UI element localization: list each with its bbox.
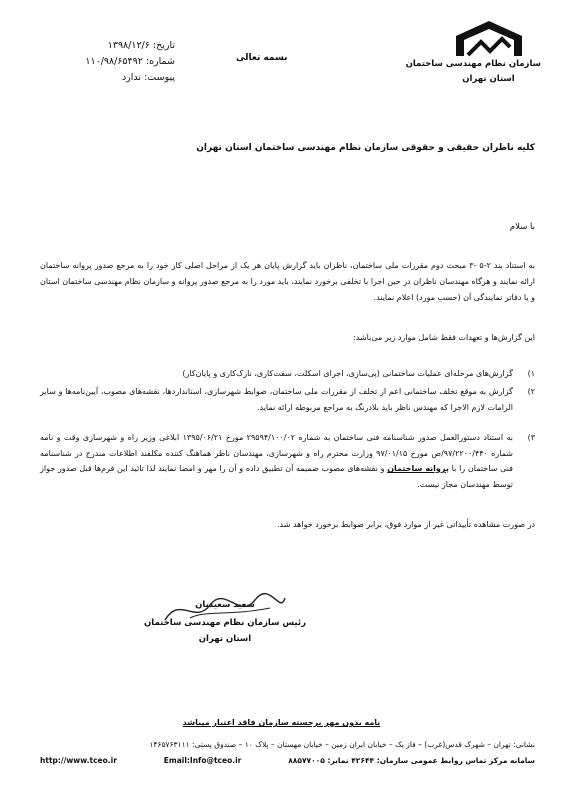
attachment-label: پیوست: bbox=[144, 72, 175, 83]
footer bbox=[0, 718, 563, 765]
signatory-branch: استان تهران bbox=[198, 634, 252, 644]
number-row bbox=[45, 54, 175, 70]
footer-phones: سامانه مرکز تماس روابط عمومی سازمان: ۴۲۶۴۴ نمابر: ۸۸۵۷۷۰۰۵ bbox=[288, 756, 535, 765]
signatory-name: سعید سعیدیان bbox=[195, 600, 255, 610]
addressee: کلیه ناظران حقیقی و حقوقی سازمان نظام مهندسی ساختمان استان تهران bbox=[196, 143, 535, 153]
footer-address: نشانی: تهران – شهرک قدس(غرب) – فاز یک – خیابان ایران زمین – خیابان مهستان – پلاک ۱۰ – صندوق پستی: ۱۴۶۵۷۶۳۱۱۱ bbox=[149, 740, 535, 749]
list-item-number: ۳) bbox=[527, 433, 535, 442]
list-item-number: ۱) bbox=[527, 369, 535, 378]
list-item-text bbox=[40, 430, 513, 492]
list-item-text-after: و نقشه‌های مصوب ضمیمه آن تطبیق داده و آن را مهر و امضا نمایند لذا تائید این فرم‌ها قبل صدور جواز توسط مهندسان مجاز نیست. bbox=[40, 464, 513, 489]
building-logo-icon bbox=[450, 18, 528, 58]
list-item-number: ۲) bbox=[527, 387, 535, 396]
signature-block bbox=[140, 590, 310, 644]
org-name: سازمان نظام مهندسی ساختمان bbox=[405, 59, 541, 69]
attachment-value: ندارد bbox=[121, 72, 142, 83]
date-label: تاریخ: bbox=[152, 40, 175, 51]
list-item bbox=[40, 430, 535, 492]
footer-contacts bbox=[40, 756, 535, 765]
list-item bbox=[40, 384, 535, 415]
greeting: با سلام bbox=[509, 222, 535, 232]
org-branch: استان تهران bbox=[462, 74, 515, 84]
closing-note: در صورت مشاهده تأییداتی غیر از موارد فوق، برابر ضوابط برخورد خواهد شد. bbox=[276, 520, 535, 529]
list-intro: این گزارش‌ها و تعهدات فقط شامل موارد زیر می‌باشد: bbox=[353, 333, 535, 342]
list-item-text-before: به استناد دستورالعمل صدور شناسنامه فنی ساختمان به شماره ۲۹۵۹۴/۱۰۰/۰۲ مورخ ۱۳۹۵/۰۶/۲۱ ابلاغی وزیر راه و شهرسازی وقت و نامه شماره ۹۷/۲۲۰۰/۴۴۰/ص مورخ ۹۷/۰۱/۱۵ وزارت محترم راه و شهرسازی، مهندسان ناظر هماهنگ کننده مکلفند اطلاعات مندرج در شناسنامه فنی ساختمان را با bbox=[40, 433, 514, 473]
basmala: بسمه تعالی bbox=[236, 53, 288, 63]
letter-body: به استناد بند ۲-۵ -۳ مبحث دوم مقررات ملی ساختمان، ناظران باید گزارش پایان هر یک از مراحل اصلی کار خود را به مرجع صدور پروانه ساختمان ارائه نمایند و هرگاه مهندسان ناظران در حین اجرا با تخلفی برخورد نمایند، باید مورد را به مرجع صدور پروانه و سازمان نظام مهندسی ساختمان استان و یا دفاتر نمایندگی آن (حسب مورد) اعلام نمایند. bbox=[40, 261, 536, 302]
list-item bbox=[40, 366, 535, 382]
footer-email[interactable]: Email:Info@tceo.ir bbox=[163, 756, 242, 765]
attachment-row bbox=[45, 70, 175, 86]
signatory-title: رئیس سازمان نظام مهندسی ساختمان bbox=[144, 618, 306, 628]
footer-website[interactable]: http://www.tceo.ir bbox=[40, 756, 117, 765]
letter-meta bbox=[45, 38, 175, 86]
number-label: شماره: bbox=[145, 56, 175, 67]
handwritten-signature bbox=[160, 590, 290, 630]
number-value: ۱۱۰/۹۸/۶۵۴۹۲ bbox=[85, 56, 143, 67]
date-row bbox=[45, 38, 175, 54]
org-logo bbox=[405, 18, 541, 84]
list-item-text: گزارش‌های مرحله‌ای عملیات ساختمانی (پی‌سازی، اجرای اسکلت، سفت‌کاری، نازک‌کاری و پایان‌کار) bbox=[182, 369, 513, 378]
list-item-text: گزارش به موقع تخلف ساختمانی اعم از تخلف از مقررات ملی ساختمان، ضوابط شهرسازی، استانداردها، نقشه‌های مصوب، آیین‌نامه‌ها و سایر الزامات لازم الاجرا که مهندس ناظر باید بلادرنگ به مراجع مربوطه ارائه نماید. bbox=[40, 387, 513, 412]
building-permit-highlight: پروانه ساختمان bbox=[387, 464, 449, 473]
date-value: ۱۳۹۸/۱۲/۶ bbox=[107, 40, 150, 51]
footer-note: نامه بدون مهر برجسته سازمان فاقد اعتبار میباشد bbox=[182, 718, 381, 727]
